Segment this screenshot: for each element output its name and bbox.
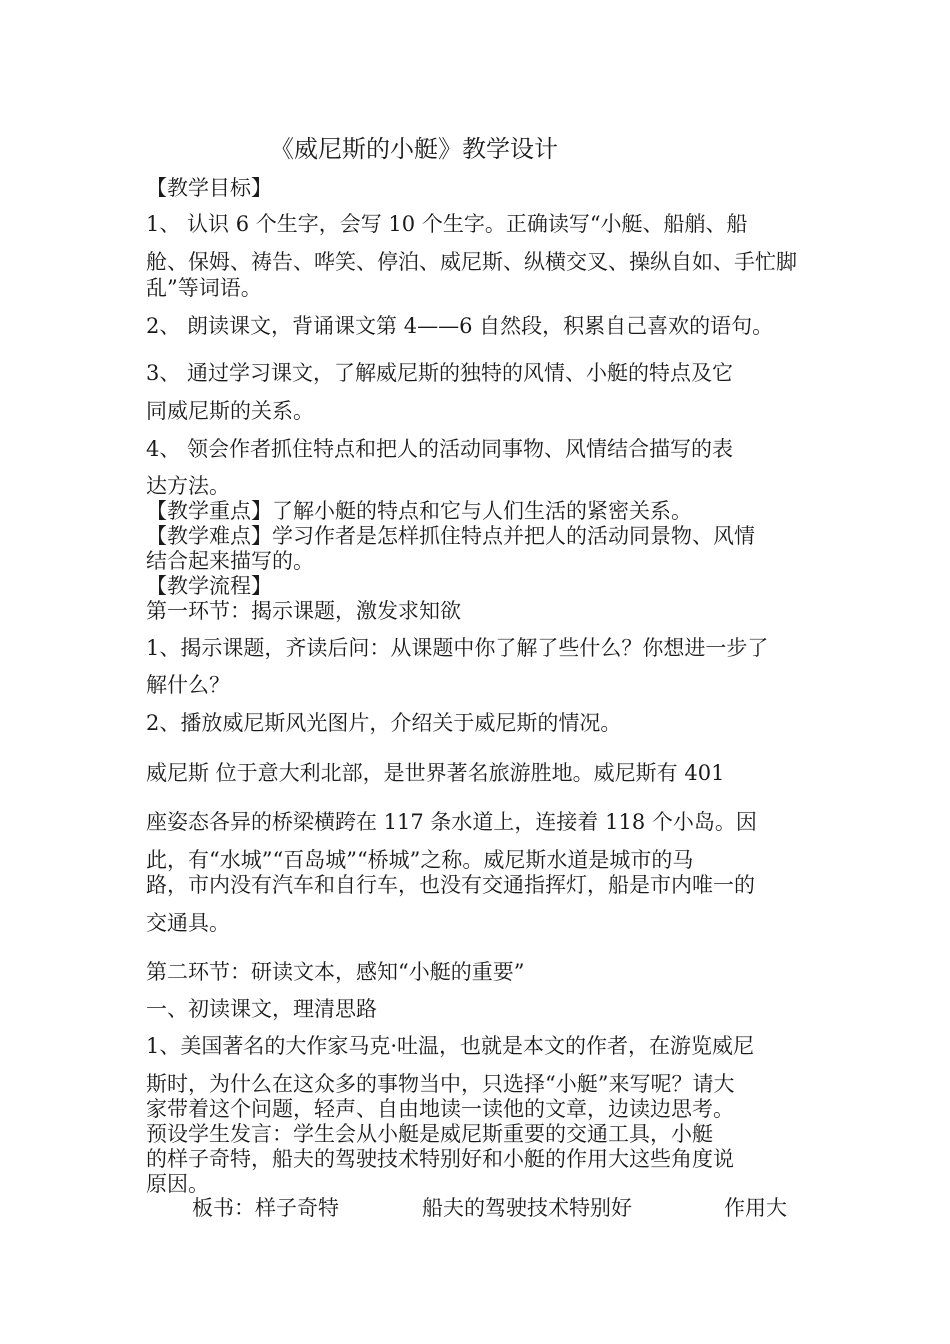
section-teaching-goals: 【教学目标】 bbox=[146, 176, 272, 200]
board-item-usefulness: 作用大 bbox=[724, 1196, 787, 1220]
goal-1-line-2: 舱、保姆、祷告、哗笑、停泊、威尼斯、纵横交叉、操纵自如、手忙脚 bbox=[146, 250, 797, 274]
venice-intro-line-3: 此，有“水城”“百岛城”“桥城”之称。威尼斯水道是城市的马 bbox=[146, 848, 694, 872]
teaching-difficulty-line-1: 【教学难点】学习作者是怎样抓住特点并把人的活动同景物、风情 bbox=[146, 524, 755, 548]
predicted-answer-line-3: 原因。 bbox=[146, 1172, 209, 1196]
question-1-line-2: 斯时，为什么在这众多的事物当中，只选择“小艇”来写呢？请大 bbox=[146, 1072, 735, 1096]
goal-1-line-3: 乱”等词语。 bbox=[146, 276, 262, 300]
section-teaching-flow: 【教学流程】 bbox=[146, 574, 272, 598]
goal-1-line-1: 1、 认识 6 个生字，会写 10 个生字。正确读写“小艇、船艄、船 bbox=[146, 212, 748, 236]
venice-intro-line-4: 路，市内没有汽车和自行车，也没有交通指挥灯，船是市内唯一的 bbox=[146, 873, 755, 897]
board-item-driving-skill: 船夫的驾驶技术特别好 bbox=[422, 1196, 632, 1220]
stage-1-item-1-line-1: 1、揭示课题，齐读后问：从课题中你了解了些什么？你想进一步了 bbox=[146, 636, 769, 660]
venice-intro-line-5: 交通具。 bbox=[146, 911, 230, 935]
goal-2: 2、 朗读课文，背诵课文第 4——6 自然段，积累自己喜欢的语句。 bbox=[146, 314, 774, 338]
part-1-heading: 一、初读课文，理清思路 bbox=[146, 997, 377, 1021]
teaching-key-point: 【教学重点】了解小艇的特点和它与人们生活的紧密关系。 bbox=[146, 499, 692, 523]
question-1-line-1: 1、美国著名的大作家马克·吐温，也就是本文的作者，在游览威尼 bbox=[146, 1034, 755, 1058]
stage-2-heading: 第二环节：研读文本，感知“小艇的重要” bbox=[146, 960, 525, 984]
board-label: 板书：样子奇特 bbox=[192, 1196, 339, 1220]
stage-1-heading: 第一环节：揭示课题，激发求知欲 bbox=[146, 599, 461, 623]
predicted-answer-line-2: 的样子奇特，船夫的驾驶技术特别好和小艇的作用大这些角度说 bbox=[146, 1147, 734, 1171]
goal-4-line-2: 达方法。 bbox=[146, 474, 230, 498]
document-title: 《威尼斯的小艇》教学设计 bbox=[270, 135, 558, 163]
stage-1-item-2: 2、播放威尼斯风光图片，介绍关于威尼斯的情况。 bbox=[146, 711, 622, 735]
predicted-answer-line-1: 预设学生发言：学生会从小艇是威尼斯重要的交通工具，小艇 bbox=[146, 1122, 713, 1146]
stage-1-item-1-line-2: 解什么？ bbox=[146, 673, 230, 697]
goal-3-line-1: 3、 通过学习课文，了解威尼斯的独特的风情、小艇的特点及它 bbox=[146, 361, 734, 385]
question-1-line-3: 家带着这个问题，轻声、自由地读一读他的文章，边读边思考。 bbox=[146, 1097, 734, 1121]
venice-intro-line-2: 座姿态各异的桥梁横跨在 117 条水道上，连接着 118 个小岛。因 bbox=[146, 810, 757, 834]
goal-3-line-2: 同威尼斯的关系。 bbox=[146, 399, 314, 423]
teaching-difficulty-line-2: 结合起来描写的。 bbox=[146, 549, 314, 573]
venice-intro-line-1: 威尼斯 位于意大利北部，是世界著名旅游胜地。威尼斯有 401 bbox=[146, 761, 725, 785]
board-notes bbox=[192, 1196, 787, 1220]
goal-4-line-1: 4、 领会作者抓住特点和把人的活动同事物、风情结合描写的表 bbox=[146, 437, 734, 461]
